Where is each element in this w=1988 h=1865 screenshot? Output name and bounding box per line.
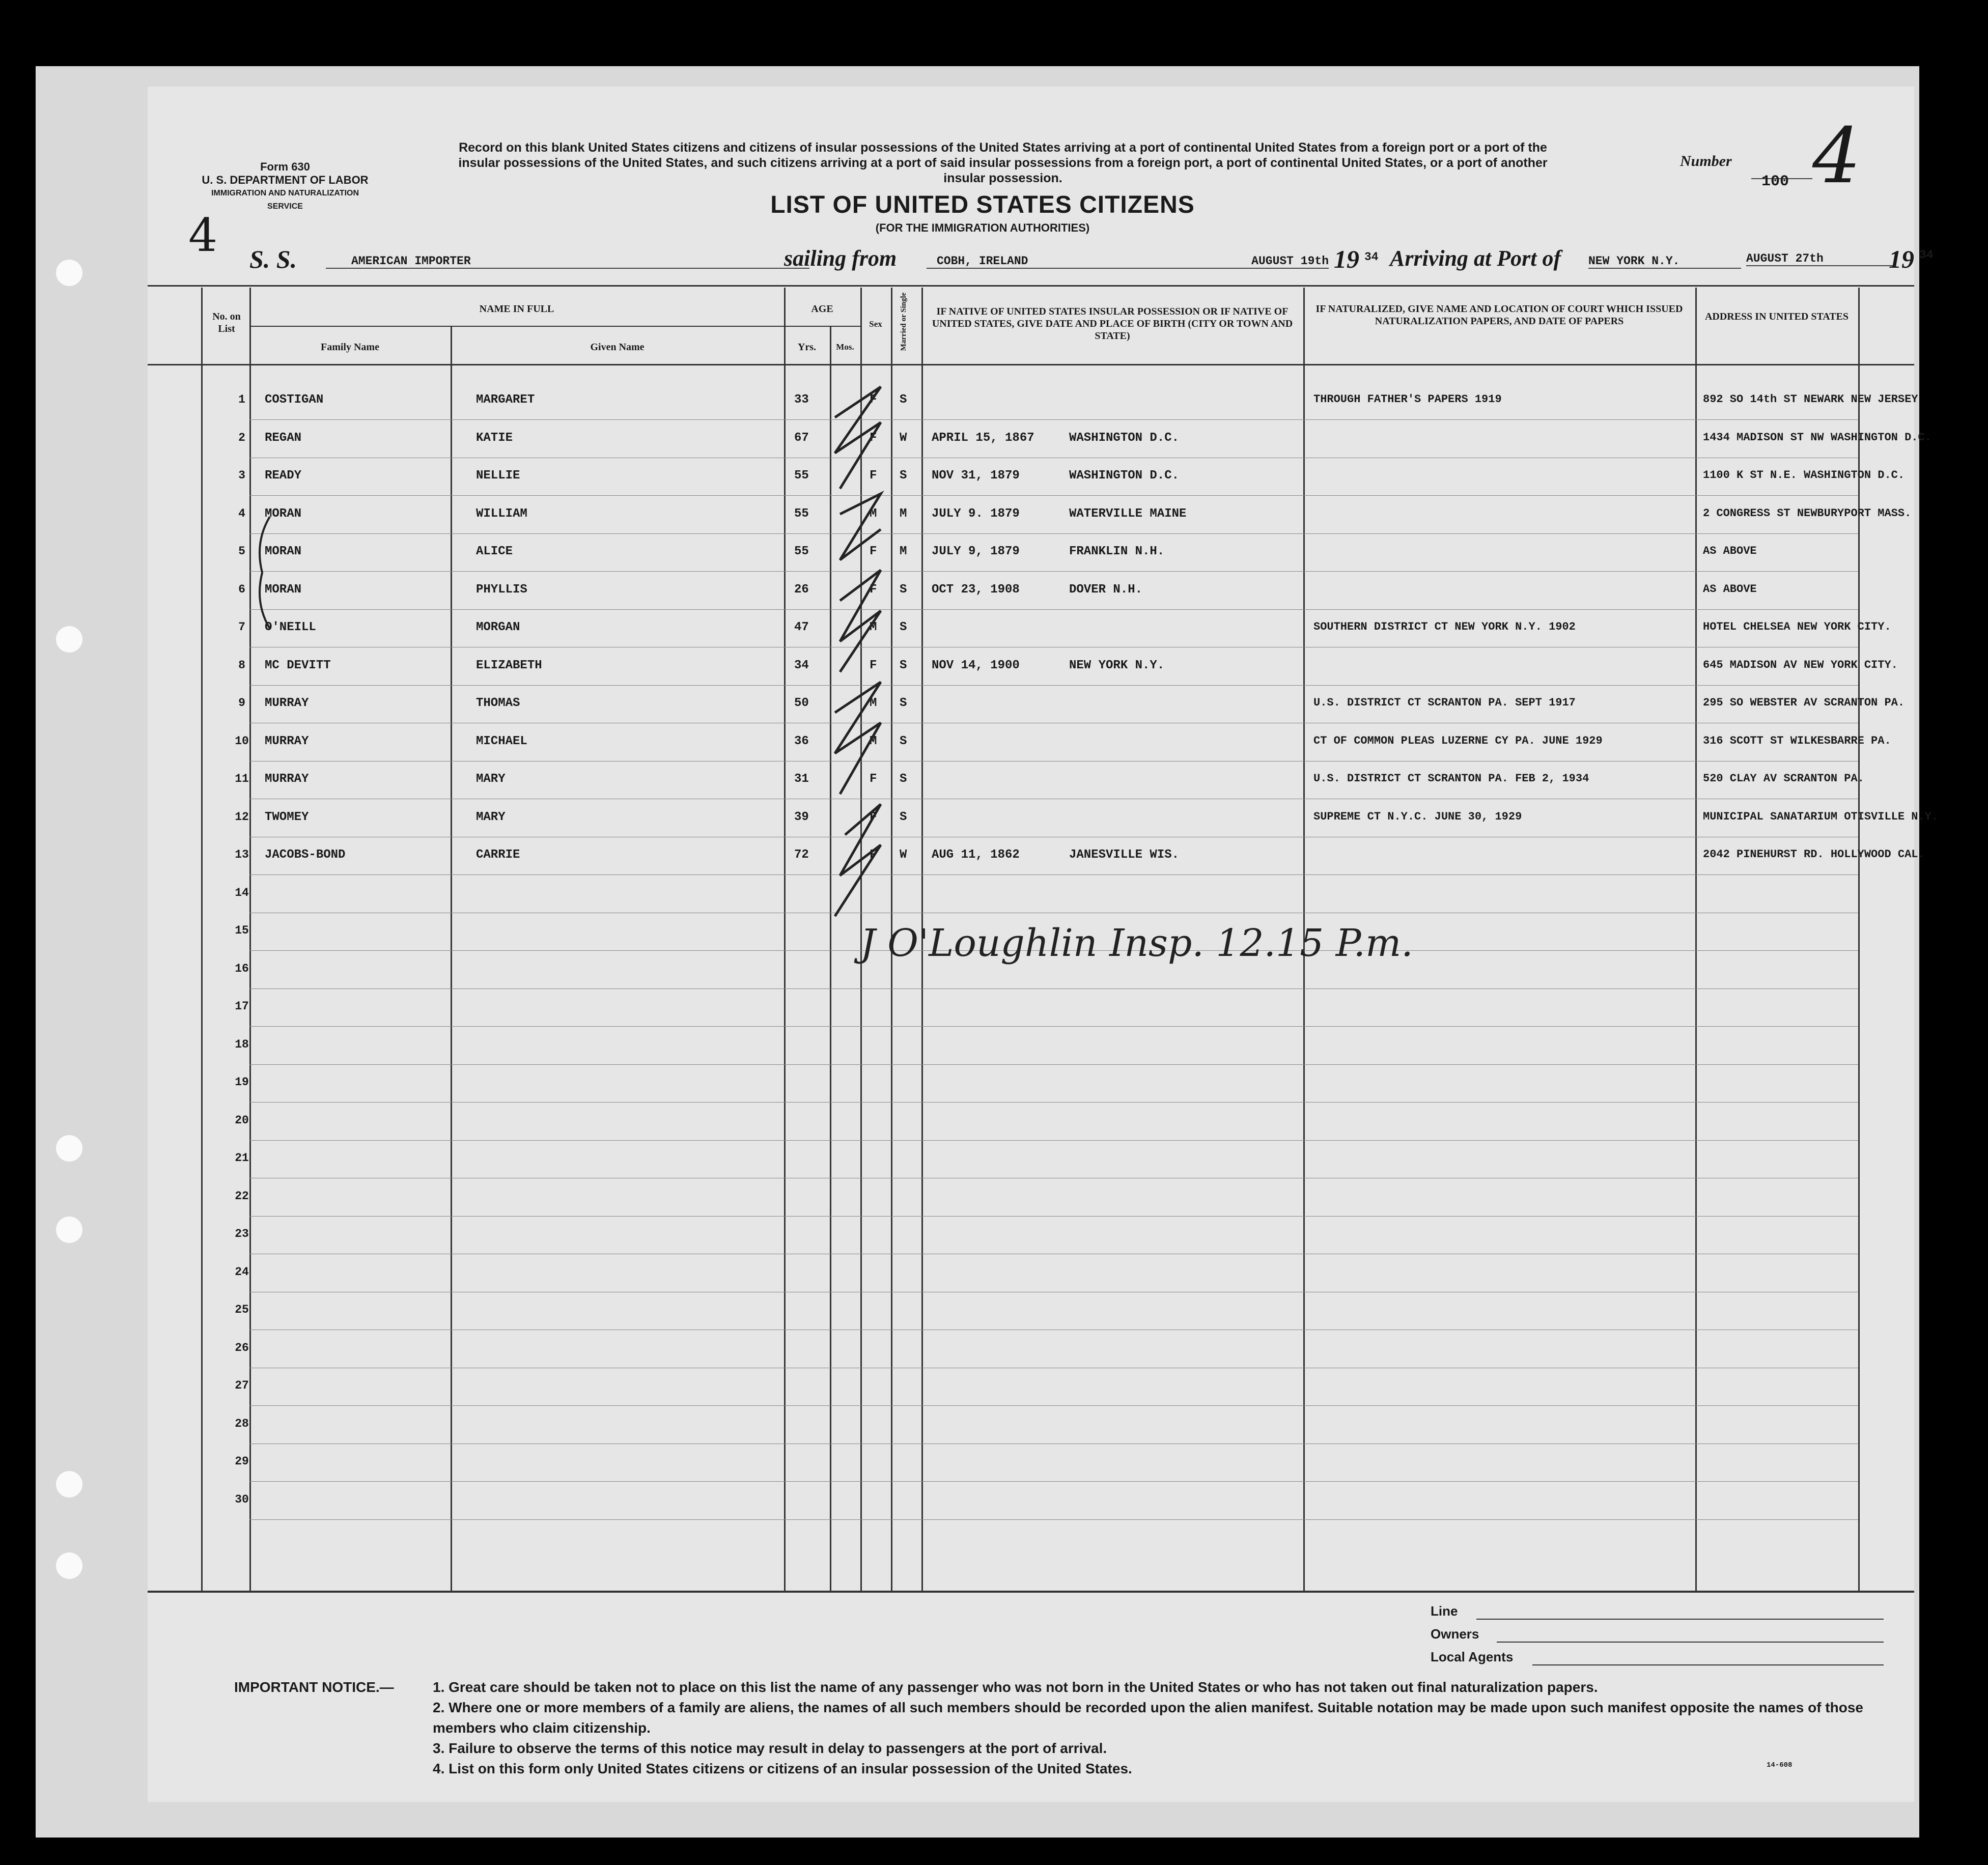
cell-address: AS ABOVE <box>1703 545 1757 557</box>
empty-row <box>148 1108 1914 1145</box>
service: IMMIGRATION AND NATURALIZATION SERVICE <box>211 189 359 211</box>
cell-age: 50 <box>794 696 809 710</box>
cell-sex: F <box>870 393 877 407</box>
row-number: 5 <box>238 545 245 558</box>
line-label: Line <box>1431 1603 1458 1619</box>
table-row <box>148 577 1914 614</box>
cell-sex: M <box>870 696 877 710</box>
arrival-year: 34 <box>1919 248 1934 262</box>
cell-given: ELIZABETH <box>476 658 542 672</box>
number-label: Number <box>1680 153 1732 169</box>
empty-row <box>148 1221 1914 1259</box>
table-row <box>148 690 1914 728</box>
header-mos: Mos. <box>836 342 854 352</box>
empty-row <box>148 880 1914 918</box>
empty-row <box>148 1487 1914 1524</box>
table-row <box>148 614 1914 652</box>
header-name-in-full: NAME IN FULL <box>479 303 554 315</box>
cell-address: 1434 MADISON ST NW WASHINGTON D.C. <box>1703 431 1931 444</box>
empty-row <box>148 1259 1914 1297</box>
cell-given: PHYLLIS <box>476 582 527 597</box>
form-subtitle: (FOR THE IMMIGRATION AUTHORITIES) <box>875 221 1090 234</box>
age-subheader-rule <box>784 326 860 327</box>
table-bottom-rule <box>148 1591 1914 1593</box>
table-row <box>148 425 1931 463</box>
row-number: 17 <box>235 1000 249 1013</box>
cell-given: MICHAEL <box>476 734 527 748</box>
cell-birth-place: JANESVILLE WIS. <box>1069 848 1180 862</box>
row-rule <box>249 988 1858 989</box>
arriving-label: Arriving at Port of <box>1390 246 1561 271</box>
header-age: AGE <box>811 303 833 315</box>
cell-birth-place: FRANKLIN N.H. <box>1069 545 1165 558</box>
cell-address: 2042 PINEHURST RD. HOLLYWOOD CAL. <box>1703 848 1925 861</box>
cell-naturalized: U.S. DISTRICT CT SCRANTON PA. FEB 2, 1934 <box>1313 772 1589 785</box>
family-bracket <box>249 512 280 634</box>
cell-family: READY <box>265 469 302 483</box>
cell-family: MC DEVITT <box>265 658 331 672</box>
cell-given: NELLIE <box>476 469 520 483</box>
cell-age: 26 <box>794 582 809 597</box>
binder-hole <box>56 626 82 653</box>
header-native: IF NATIVE OF UNITED STATES INSULAR POSSESSION OR IF NATIVE OF UNITED STATES, GIVE DATE AND PLACE OF BIRTH (CITY OR TOWN AND STATE) <box>932 306 1293 342</box>
empty-row <box>148 1411 1914 1449</box>
row-number: 27 <box>235 1379 249 1392</box>
row-rule <box>249 571 1858 572</box>
cell-age: 36 <box>794 734 809 748</box>
cell-age: 47 <box>794 620 809 634</box>
row-number: 30 <box>235 1492 249 1506</box>
local-agents-underline <box>1532 1664 1884 1665</box>
ss-label: S. S. <box>249 245 297 273</box>
cell-family: TWOMEY <box>265 810 309 824</box>
margin-mark: 4 <box>188 209 218 262</box>
cell-age: 67 <box>794 431 809 445</box>
cell-sex: F <box>870 582 877 597</box>
departure-year-prefix: 19 <box>1334 245 1359 273</box>
cell-family: MURRAY <box>265 734 309 748</box>
cell-given: ALICE <box>476 545 513 558</box>
cell-birth-date: AUG 11, 1862 <box>932 848 1020 862</box>
row-number: 19 <box>235 1076 249 1089</box>
cell-family: MORAN <box>265 506 302 521</box>
cell-address: 2 CONGRESS ST NEWBURYPORT MASS. <box>1703 506 1912 520</box>
cell-address: 520 CLAY AV SCRANTON PA. <box>1703 772 1864 785</box>
row-rule <box>249 1140 1858 1141</box>
row-number: 11 <box>235 772 249 785</box>
row-number: 13 <box>235 848 249 861</box>
cell-birth-date: APRIL 15, 1867 <box>932 431 1034 445</box>
row-number: 22 <box>235 1189 249 1203</box>
header-yrs: Yrs. <box>797 342 817 353</box>
row-rule <box>249 609 1858 610</box>
form-id-block <box>199 160 372 213</box>
table-row <box>148 387 1918 425</box>
row-number: 8 <box>238 658 245 672</box>
cell-given: MARGARET <box>476 393 535 407</box>
cell-marital: M <box>900 545 907 558</box>
cell-given: CARRIE <box>476 848 520 862</box>
row-number: 20 <box>235 1113 249 1127</box>
row-number: 14 <box>235 886 249 899</box>
notice-items <box>433 1677 1909 1779</box>
cell-birth-date: OCT 23, 1908 <box>932 582 1020 597</box>
table-row <box>148 463 1914 500</box>
header-naturalized: IF NATURALIZED, GIVE NAME AND LOCATION OF COURT WHICH ISSUED NATURALIZATION PAPERS, AND DATE OF PAPERS <box>1315 303 1683 327</box>
name-subheader-rule <box>249 326 784 327</box>
cell-naturalized: U.S. DISTRICT CT SCRANTON PA. SEPT 1917 <box>1313 696 1576 709</box>
cell-given: KATIE <box>476 431 513 445</box>
cell-age: 34 <box>794 658 809 672</box>
cell-sex: M <box>870 734 877 748</box>
header-given-name: Given Name <box>590 342 645 353</box>
ship-name: AMERICAN IMPORTER <box>326 255 809 269</box>
cell-marital: S <box>900 582 907 597</box>
table-header-rule <box>148 364 1914 365</box>
notice-item: 2. Where one or more members of a family are aliens, the names of all such members should be recorded upon the alien manifest. Suitable notation may be made upon such manifest opposite the names of those members who claim citizenship. <box>433 1700 1863 1736</box>
inspector-signature: J O'Loughlin Insp. 12.15 P.m. <box>860 921 1413 965</box>
row-number: 18 <box>235 1037 249 1051</box>
cell-marital: W <box>900 431 907 445</box>
row-number: 10 <box>235 734 249 748</box>
row-number: 23 <box>235 1227 249 1240</box>
row-rule <box>249 495 1858 496</box>
cell-naturalized: CT OF COMMON PLEAS LUZERNE CY PA. JUNE 1929 <box>1313 734 1603 747</box>
row-rule <box>249 419 1858 420</box>
form-number: Form 630 <box>260 160 310 173</box>
cell-naturalized: SUPREME CT N.Y.C. JUNE 30, 1929 <box>1313 810 1522 823</box>
cell-family: JACOBS-BOND <box>265 848 346 862</box>
row-rule <box>249 1481 1858 1482</box>
cell-age: 55 <box>794 469 809 483</box>
row-rule <box>249 1026 1858 1027</box>
cell-birth-date: JULY 9, 1879 <box>932 545 1020 558</box>
row-number: 3 <box>238 469 245 482</box>
cell-family: MORAN <box>265 582 302 597</box>
binder-hole <box>56 1552 82 1579</box>
cell-age: 72 <box>794 848 809 862</box>
header-married: Married or Single <box>900 292 908 351</box>
cell-birth-place: DOVER N.H. <box>1069 582 1143 597</box>
table-row <box>148 842 1925 880</box>
cell-address: HOTEL CHELSEA NEW YORK CITY. <box>1703 620 1891 633</box>
form-title: LIST OF UNITED STATES CITIZENS <box>770 191 1195 218</box>
cell-age: 55 <box>794 545 809 558</box>
cell-family: MURRAY <box>265 696 309 710</box>
row-number: 16 <box>235 962 249 975</box>
arrival-date: AUGUST 27th <box>1746 252 1894 266</box>
row-rule <box>249 1405 1858 1406</box>
notice-item: 1. Great care should be taken not to place on this list the name of any passenger who was not born in the United States or who has not taken out final naturalization papers. <box>433 1679 1598 1695</box>
cell-sex: F <box>870 772 877 786</box>
row-rule <box>249 1216 1858 1217</box>
cell-address: 316 SCOTT ST WILKESBARRE PA. <box>1703 734 1891 747</box>
check-marks <box>825 356 952 967</box>
cell-marital: S <box>900 810 907 824</box>
row-number: 15 <box>235 924 249 937</box>
cell-marital: W <box>900 848 907 862</box>
empty-row <box>148 1335 1914 1373</box>
sailing-label: sailing from <box>784 246 897 271</box>
number-value: 4 <box>1812 112 1861 201</box>
row-number: 28 <box>235 1417 249 1430</box>
table-row <box>148 804 1939 842</box>
empty-row <box>148 1183 1914 1221</box>
arrival-port: NEW YORK N.Y. <box>1588 255 1741 269</box>
cell-age: 31 <box>794 772 809 786</box>
table-row <box>148 539 1914 576</box>
header-address: ADDRESS IN UNITED STATES <box>1704 311 1849 322</box>
departure-date: AUGUST 19th <box>1166 255 1329 269</box>
row-rule <box>249 1519 1858 1520</box>
empty-row <box>148 994 1914 1031</box>
row-rule <box>249 1102 1858 1103</box>
empty-row <box>148 1032 1914 1069</box>
row-number: 1 <box>238 393 245 406</box>
owners-underline <box>1497 1642 1884 1643</box>
empty-row <box>148 1297 1914 1335</box>
header-sex: Sex <box>869 319 882 329</box>
row-number: 4 <box>238 506 245 520</box>
cell-family: O'NEILL <box>265 620 316 634</box>
table-top-rule <box>148 285 1914 287</box>
notice-item: 4. List on this form only United States citizens or citizens of an insular possession of the United States. <box>433 1761 1132 1776</box>
table-row <box>148 728 1914 766</box>
cell-marital: S <box>900 696 907 710</box>
cell-marital: S <box>900 658 907 672</box>
cell-address: MUNICIPAL SANATARIUM OTISVILLE N.Y. <box>1703 810 1939 823</box>
cell-family: COSTIGAN <box>265 393 324 407</box>
cell-marital: M <box>900 506 907 521</box>
form-instructions: Record on this blank United States citizens and citizens of insular possessions of the United States arriving at a port of continental United States from a foreign port or a port of the insular possessions of the United States, and such citizens arriving at a port of said insular possessions from a foreign port, a port of continental United States, or a port of another insular possession. <box>458 140 1548 185</box>
cell-sex: F <box>870 658 877 672</box>
table-row <box>148 766 1914 804</box>
row-number: 6 <box>238 582 245 596</box>
cell-age: 39 <box>794 810 809 824</box>
row-rule <box>249 874 1858 875</box>
row-rule <box>249 533 1858 534</box>
cell-naturalized: SOUTHERN DISTRICT CT NEW YORK N.Y. 1902 <box>1313 620 1576 633</box>
cell-marital: S <box>900 393 907 407</box>
cell-sex: F <box>870 469 877 483</box>
cell-birth-place: WATERVILLE MAINE <box>1069 506 1187 521</box>
local-agents-label: Local Agents <box>1431 1649 1514 1664</box>
row-number: 25 <box>235 1303 249 1316</box>
cell-given: MARY <box>476 772 506 786</box>
cell-given: MARY <box>476 810 506 824</box>
cell-sex: F <box>870 848 877 862</box>
cell-family: MURRAY <box>265 772 309 786</box>
cell-address: AS ABOVE <box>1703 582 1757 596</box>
cell-age: 33 <box>794 393 809 407</box>
cell-sex: F <box>870 545 877 558</box>
cell-given: MORGAN <box>476 620 520 634</box>
manifest-sheet <box>148 87 1939 1802</box>
notice-item: 3. Failure to observe the terms of this notice may result in delay to passengers at the port of arrival. <box>433 1740 1107 1756</box>
empty-row <box>148 1449 1914 1486</box>
cell-age: 55 <box>794 506 809 521</box>
binder-hole <box>56 1471 82 1497</box>
cell-address: 295 SO WEBSTER AV SCRANTON PA. <box>1703 696 1905 709</box>
table-row <box>148 501 1914 539</box>
cell-address: 645 MADISON AV NEW YORK CITY. <box>1703 658 1898 671</box>
cell-naturalized: THROUGH FATHER'S PAPERS 1919 <box>1313 393 1502 406</box>
cell-marital: S <box>900 620 907 634</box>
row-rule <box>249 1064 1858 1065</box>
cell-birth-place: WASHINGTON D.C. <box>1069 431 1180 445</box>
cell-sex: F <box>870 431 877 445</box>
row-number: 12 <box>235 810 249 824</box>
cell-family: MORAN <box>265 545 302 558</box>
cell-sex: F <box>870 810 877 824</box>
owners-label: Owners <box>1431 1626 1479 1642</box>
row-number: 21 <box>235 1151 249 1165</box>
cell-sex: M <box>870 506 877 521</box>
footer-code: 14-608 <box>1767 1761 1793 1769</box>
cell-marital: S <box>900 734 907 748</box>
table-row <box>148 653 1914 690</box>
row-number: 24 <box>235 1265 249 1279</box>
cell-marital: S <box>900 469 907 483</box>
notice-label: IMPORTANT NOTICE.— <box>234 1679 394 1695</box>
cell-birth-date: NOV 14, 1900 <box>932 658 1020 672</box>
departure-port: COBH, IRELAND <box>927 255 1166 269</box>
empty-row <box>148 1373 1914 1410</box>
line-underline <box>1476 1619 1884 1620</box>
cell-birth-place: WASHINGTON D.C. <box>1069 469 1180 483</box>
arrival-year-prefix: 19 <box>1889 245 1914 273</box>
cell-sex: M <box>870 620 877 634</box>
cell-birth-date: NOV 31, 1879 <box>932 469 1020 483</box>
row-number: 2 <box>238 431 245 444</box>
row-number: 9 <box>238 696 245 710</box>
cell-family: REGAN <box>265 431 302 445</box>
cell-address: 1100 K ST N.E. WASHINGTON D.C. <box>1703 469 1905 482</box>
row-number: 7 <box>238 620 245 634</box>
binder-hole <box>56 1135 82 1162</box>
cell-birth-date: JULY 9. 1879 <box>932 506 1020 521</box>
cell-given: WILLIAM <box>476 506 527 521</box>
header-family-name: Family Name <box>321 342 379 353</box>
row-rule <box>249 685 1858 686</box>
cell-birth-place: NEW YORK N.Y. <box>1069 658 1165 672</box>
cell-given: THOMAS <box>476 696 520 710</box>
row-number: 26 <box>235 1341 249 1354</box>
departure-year: 34 <box>1364 250 1379 264</box>
row-number: 29 <box>235 1455 249 1468</box>
cell-address: 892 SO 14th ST NEWARK NEW JERSEY <box>1703 393 1918 406</box>
binder-hole <box>56 260 82 286</box>
header-no-on-list: No. on List <box>212 311 241 334</box>
cell-marital: S <box>900 772 907 786</box>
number-printed: 100 <box>1761 173 1789 190</box>
binder-hole <box>56 1217 82 1243</box>
department: U. S. DEPARTMENT OF LABOR <box>202 174 369 186</box>
empty-row <box>148 1145 1914 1183</box>
empty-row <box>148 1069 1914 1107</box>
